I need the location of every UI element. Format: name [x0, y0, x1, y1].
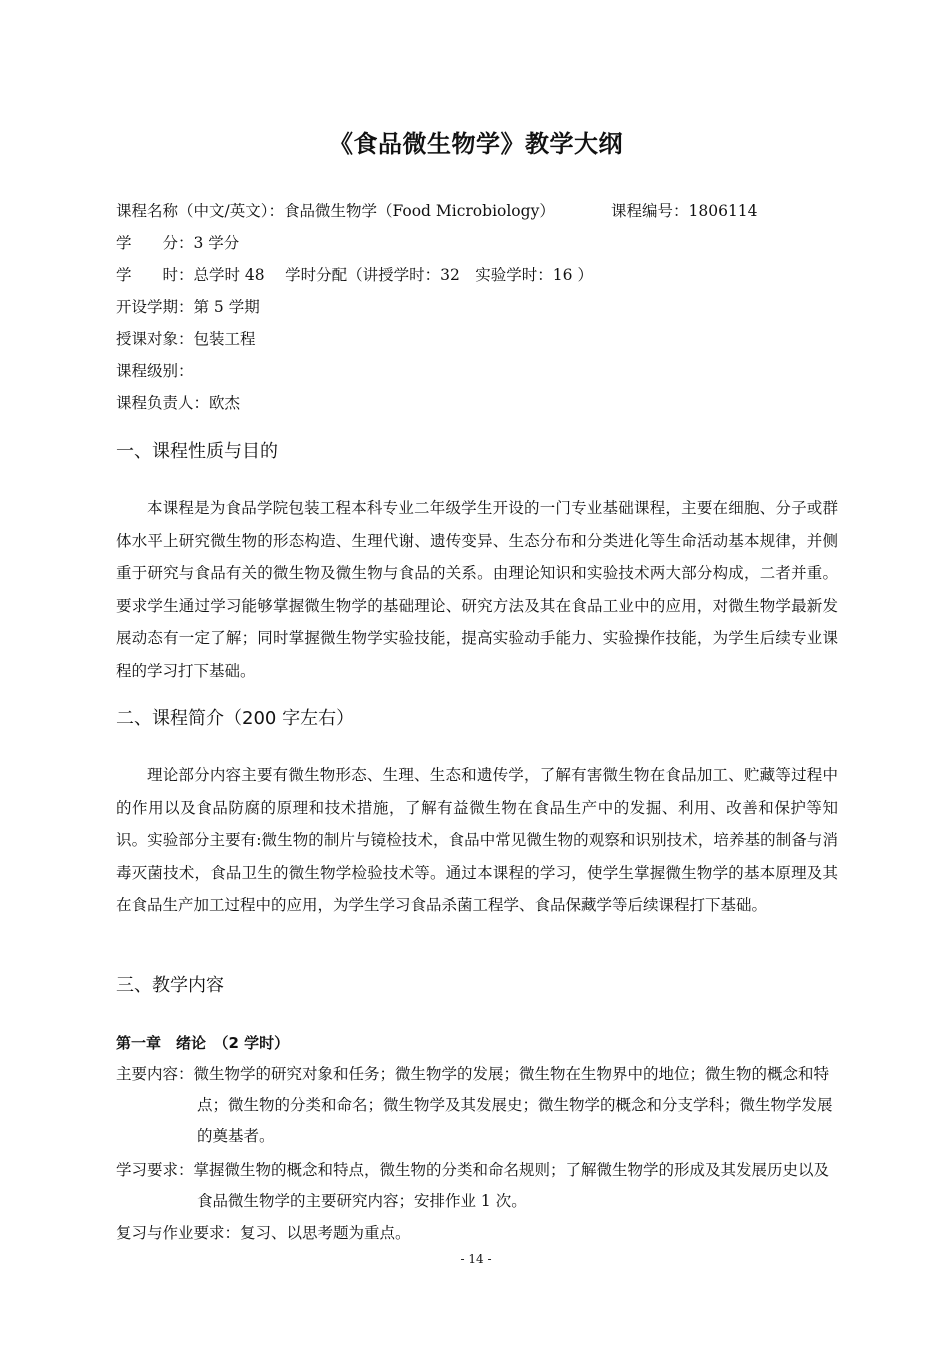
course-name-line	[116, 201, 555, 221]
level-line: 课程级别：	[116, 362, 194, 380]
semester-line: 开设学期：第 5 学期	[116, 298, 260, 316]
section-heading-content: 三、教学内容	[116, 975, 224, 996]
chapter-requirements: 学习要求：掌握微生物的概念和特点，微生物的分类和命名规则；了解微生物学的形成及其发展历史以及食品微生物学的主要研究内容；安排作业 1 次。	[116, 1161, 830, 1210]
section-heading-nature: 一、课程性质与目的	[116, 441, 278, 462]
credits-line: 学 分：3 学分	[116, 234, 240, 252]
section-body-intro: 理论部分内容主要有微生物形态、生理、生态和遗传学，了解有害微生物在食品加工、贮藏等过程中的作用以及食品防腐的原理和技术措施，了解有益微生物在食品生产中的发掘、利用、改善和保护等知识。实验部分主要有:微生物的制片与镜检技术，食品中常见微生物的观察和识别技术，培养基的制备与消毒灭菌技术，食品卫生的微生物学检验技术等。通过本课程的学习，使学生掌握微生物学的基本原理及其在食品生产加工过程中的应用，为学生学习食品杀菌工程学、食品保藏学等后续课程打下基础。	[116, 766, 838, 915]
page-number: - 14 -	[460, 1252, 492, 1266]
section-heading-intro: 二、课程简介（200 字左右）	[116, 708, 355, 729]
audience-line: 授课对象：包装工程	[116, 330, 256, 348]
course-code: 课程编号：1806114	[611, 202, 758, 220]
section-body-nature: 本课程是为食品学院包装工程本科专业二年级学生开设的一门专业基础课程，主要在细胞、分子或群体水平上研究微生物的形态构造、生理代谢、遗传变异、生态分布和分类进化等生命活动基本规律，并侧重于研究与食品有关的微生物及微生物与食品的关系。由理论知识和实验技术两大部分构成，二者并重。要求学生通过学习能够掌握微生物学的基础理论、研究方法及其在食品工业中的应用，对微生物学最新发展动态有一定了解；同时掌握微生物学实验技能，提高实验动手能力、实验操作技能，为学生后续专业课程的学习打下基础。	[116, 499, 838, 680]
document-title: 《食品微生物学》教学大纲	[329, 130, 623, 158]
instructor-line: 课程负责人：欧杰	[116, 394, 241, 412]
chapter-main-content: 主要内容：微生物学的研究对象和任务；微生物学的发展；微生物在生物界中的地位；微生物的概念和特点；微生物的分类和命名；微生物学及其发展史；微生物学的概念和分支学科；微生物学发展的奠基者。	[116, 1065, 833, 1145]
course-name: 课程名称（中文/英文）：食品微生物学（Food Microbiology）	[116, 202, 555, 220]
chapter-review: 复习与作业要求：复习、以思考题为重点。	[116, 1224, 411, 1242]
hours-line: 学 时：总学时 48 学时分配（讲授学时：32 实验学时：16 ）	[116, 266, 593, 284]
chapter-title: 第一章 绪论 （2 学时）	[116, 1034, 290, 1052]
